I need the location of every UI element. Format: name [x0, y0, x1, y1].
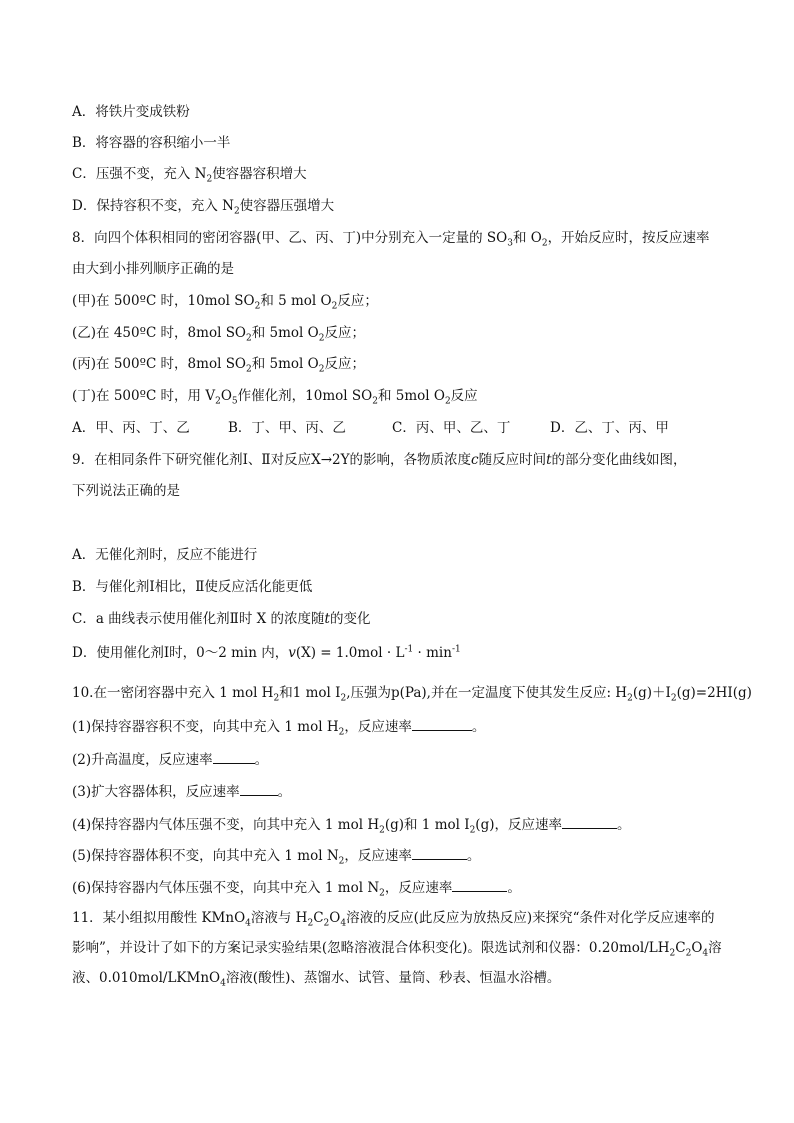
q10-item-4 [72, 814, 630, 835]
text-run: (1)保持容器容积不变，向其中充入 1 mol H [72, 719, 339, 735]
subscript: 2 [372, 396, 378, 407]
text-run: 11．某小组拟用酸性 KMnO [72, 910, 246, 926]
q8-choice-a: A．甲、丙、丁、乙 [72, 420, 190, 436]
subscript: 2 [338, 727, 345, 738]
subscript: 2 [338, 856, 345, 867]
subscript: 2 [246, 364, 252, 375]
answer-blank[interactable] [240, 781, 278, 796]
text-run: 和 5 mol O [260, 293, 332, 309]
text-run: C [313, 910, 324, 926]
q8-choice-d: D．乙、丁、丙、甲 [550, 420, 669, 436]
q9-option-b: B．与催化剂Ⅰ相比，Ⅱ使反应活化能更低 [72, 579, 313, 595]
text-run: D．保持容积不变，充入 N [72, 198, 234, 214]
text-run: (g)和 1 mol I [384, 817, 470, 833]
text-run: ，反应速率 [384, 880, 453, 896]
q8-choice-b: B．丁、甲、丙、乙 [228, 420, 346, 436]
q9-option-c: C．a 曲线表示使用催化剂Ⅱ时 X 的浓度随t的变化 [72, 611, 371, 627]
period: 。 [507, 880, 521, 896]
q7-option-c [72, 164, 307, 184]
text-run: 反应 [450, 388, 478, 404]
subscript: 4 [245, 918, 251, 929]
subscript: 2 [215, 396, 221, 407]
q8-stem-line1 [72, 228, 710, 248]
q10-stem [72, 683, 752, 703]
text-run: 溶液(酸性)、蒸馏水、试管、量筒、秒表、恒温水浴槽。 [225, 970, 561, 986]
q9-stem-line2: 下列说法正确的是 [72, 483, 180, 499]
answer-blank[interactable] [452, 877, 507, 892]
text-run: 溶液的反应(此反应为放热反应)来探究“条件对化学反应速率的 [346, 910, 715, 926]
text-run: 和1 mol I [279, 685, 341, 701]
q10-item-1 [72, 716, 485, 737]
subscript: 2 [254, 301, 261, 312]
subscript: 2 [323, 918, 330, 929]
text-run: ，反应速率 [344, 719, 412, 735]
period: 。 [254, 752, 269, 768]
text-run: B．将容器的容积缩小一半 [72, 135, 231, 151]
subscript: 2 [233, 206, 240, 217]
q8-stem-line2: 由大到小排列顺序正确的是 [72, 261, 234, 277]
subscript: 2 [331, 301, 338, 312]
text-run: 反应； [337, 293, 378, 309]
text-run: 10.在一密闭容器中充入 1 mol H [72, 685, 274, 701]
text-run: 和 5mol O [251, 325, 319, 341]
text-run: (2)升高温度，反应速率 [72, 752, 213, 768]
text-run: (3)扩大容器体积，反应速率 [72, 784, 240, 800]
answer-blank[interactable] [412, 845, 467, 860]
text-run: 溶液与 H [250, 910, 308, 926]
text-run: ，反应速率 [344, 848, 412, 864]
q10-item-2 [72, 749, 268, 770]
text-run: (4)保持容器内气体压强不变，向其中充入 1 mol H [72, 817, 380, 833]
q7-option-d [72, 196, 334, 216]
q10-item-6 [72, 877, 521, 898]
text-run: A．将铁片变成铁粉 [72, 104, 190, 120]
subscript: 2 [627, 693, 633, 704]
text-run: (g)＋I [632, 685, 671, 701]
q11-line2: 影响”，并设计了如下的方案记录实验结果(忽略溶液混合体积变化)。限选试剂和仪器：$0.20mol/LH_2C_2O_4$溶 [72, 940, 722, 959]
subscript: 2 [670, 693, 677, 704]
text-run: 作催化剂，10mol SO [237, 388, 373, 404]
text-run: 液、0.010mol/LKMnO [72, 970, 221, 986]
q7-option-a [72, 102, 190, 122]
subscript: 2 [444, 396, 451, 407]
text-run: (5)保持容器体积不变，向其中充入 1 mol N [72, 848, 339, 864]
subscript: 2 [379, 825, 385, 836]
subscript: 5 [231, 396, 238, 407]
q11-line3 [72, 968, 560, 988]
answer-blank[interactable] [562, 814, 617, 829]
subscript: 2 [307, 918, 314, 929]
text-run: 使容器压强增大 [239, 198, 335, 214]
q8-case-3 [72, 354, 365, 374]
subscript: 2 [541, 238, 548, 249]
text-run: 和 O [512, 230, 542, 246]
subscript: 2 [318, 333, 325, 344]
period: 。 [616, 817, 631, 833]
q9-option-a: A．无催化剂时，反应不能进行 [72, 547, 258, 563]
text-run: C．压强不变，充入 N [72, 166, 207, 182]
text-run: (丙)在 500ºC 时，8mol SO [72, 356, 247, 372]
period: 。 [471, 719, 486, 735]
text-run: (g)，反应速率 [475, 817, 562, 833]
subscript: 4 [220, 978, 226, 989]
answer-blank[interactable] [412, 716, 472, 731]
q10-item-3 [72, 781, 291, 802]
q11-line1 [72, 908, 715, 928]
text-run: (g)=2HI(g) [676, 685, 752, 701]
q8-case-2 [72, 323, 365, 343]
subscript: 2 [206, 174, 213, 185]
text-run: 8．向四个体积相同的密闭容器(甲、乙、丙、丁)中分别充入一定量的 SO [72, 230, 508, 246]
q9-stem-line1: 9．在相同条件下研究催化剂Ⅰ、Ⅱ对反应X→2Y的影响，各物质浓度c随反应时间t的部分变化曲线如图， [72, 452, 687, 468]
period: 。 [466, 848, 481, 864]
q10-item-5 [72, 845, 480, 866]
text-run: ,压强为p(Pa),并在一定温度下使其发生反应: H [346, 685, 628, 701]
subscript: 2 [469, 825, 476, 836]
text-run: 反应； [324, 325, 365, 341]
subscript: 2 [379, 888, 385, 899]
answer-blank[interactable] [213, 749, 255, 764]
text-run: (丁)在 500ºC 时，用 V [72, 388, 216, 404]
subscript: 2 [273, 693, 280, 704]
q7-option-b [72, 133, 230, 153]
q8-case-1 [72, 291, 378, 311]
subscript: 3 [507, 238, 513, 249]
text-run: ，开始反应时，按反应速率 [547, 230, 710, 246]
text-run: 使容器容积增大 [212, 166, 307, 182]
text-run: 反应； [324, 356, 365, 372]
q8-choice-c: C．丙、甲、乙、丁 [392, 420, 511, 436]
subscript: 2 [340, 693, 347, 704]
period: 。 [277, 784, 292, 800]
text-run: 和 5mol O [377, 388, 445, 404]
subscript: 4 [340, 918, 347, 929]
text-run: (甲)在 500ºC 时，10mol SO [72, 293, 255, 309]
subscript: 2 [318, 364, 325, 375]
text-run: O [220, 388, 232, 404]
subscript: 2 [246, 333, 252, 344]
q8-case-4 [72, 386, 478, 406]
text-run: (乙)在 450ºC 时，8mol SO [72, 325, 247, 341]
q9-option-d: D．使用催化剂Ⅰ时，0～2 min 内，$v(X) = 1.0mol \cdot L^{-1} \cdot \min^{-1}$ [72, 644, 461, 661]
text-run: (6)保持容器内气体压强不变，向其中充入 1 mol N [72, 880, 380, 896]
text-run: O [329, 910, 341, 926]
text-run: 和 5mol O [251, 356, 319, 372]
